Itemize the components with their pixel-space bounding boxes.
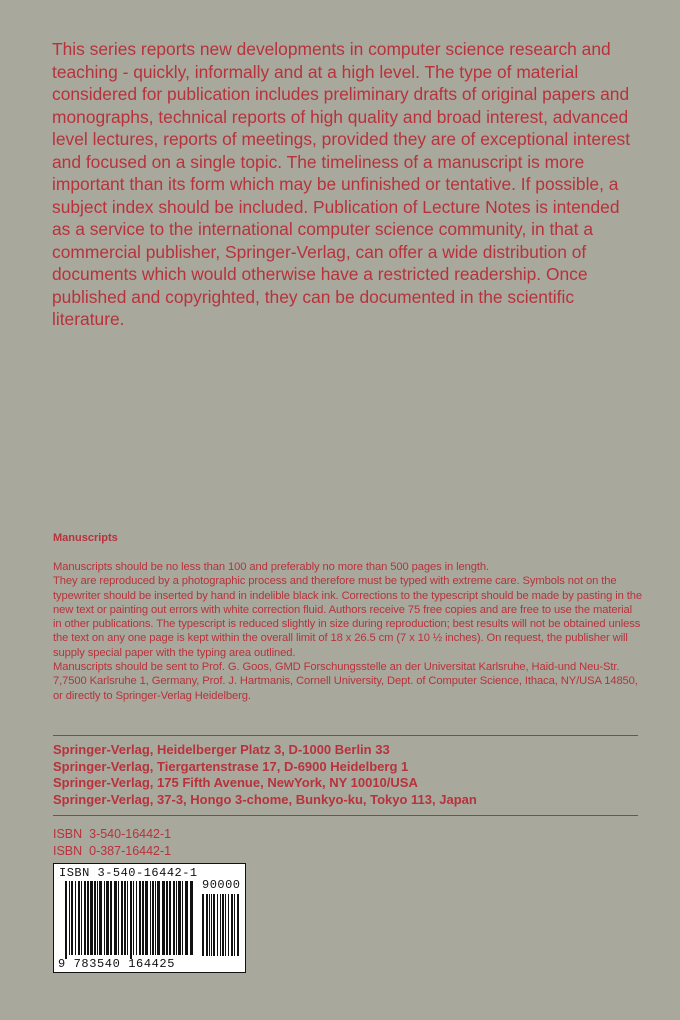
- barcode-bar: [185, 881, 188, 955]
- barcode-bar: [124, 881, 126, 955]
- barcode-bar: [190, 881, 193, 955]
- barcode-addon-bar: [213, 894, 215, 956]
- manuscripts-submission-paragraph: Manuscripts should be sent to Prof. G. Goos, GMD Forschungsstelle an der Universitat Karlsruhe, Haid-und Neu-Str. 7,7500 Karlsruhe 1, Germany, Prof. J. Hartmanis, Cornell University, Dept. of Computer Science, Ithaca, NY/USA 14850, or directly to Springer-Verlag Heidelberg.: [53, 661, 638, 702]
- barcode-bar: [71, 881, 73, 955]
- bottom-divider: [53, 815, 638, 816]
- barcode-addon-bar: [220, 894, 221, 956]
- manuscripts-length-paragraph: Manuscripts should be no less than 100 and preferably no more than 500 pages in length.: [53, 561, 489, 573]
- barcode-bar: [90, 881, 93, 955]
- barcode-addon-bar: [209, 894, 210, 956]
- barcode-bar: [65, 881, 67, 959]
- barcode-ean-digits: 9 783540 164425: [58, 957, 176, 971]
- isbn-line-1: ISBN 3-540-16442-1: [53, 827, 172, 841]
- manuscripts-typing-paragraph: They are reproduced by a photographic process and therefore must be typed with extreme care. Symbols not on the typewriter should be inserted by hand in indelible black ink. Corrections to the typescript should be made by pasting in the new text or painting out errors with white correction fluid. Authors receive 75 free copies and are free to use the material in other publications. The typescript is reduced slightly in size during reproduction; best results will not be obtained unless the text on any one page is kept within the overall limit of 18 x 26.5 cm (7 x 10 ½ inches). On request, the publisher will supply special paper with the typing area outlined.: [53, 575, 642, 659]
- barcode-addon-bar: [217, 894, 218, 956]
- barcode-bar: [145, 881, 148, 955]
- barcode-bar: [178, 881, 181, 955]
- barcode-bar: [78, 881, 80, 955]
- address-newyork: Springer-Verlag, 175 Fifth Avenue, NewYork, NY 10010/USA: [53, 775, 418, 790]
- barcode-bar: [182, 881, 183, 955]
- barcode-isbn-text: ISBN 3-540-16442-1: [59, 866, 198, 880]
- barcode-bar: [97, 881, 98, 955]
- manuscripts-body: [53, 560, 643, 703]
- barcode-bar: [69, 881, 70, 955]
- barcode-bar: [136, 881, 137, 955]
- isbn-block: [53, 826, 171, 860]
- barcode-addon-bar: [211, 894, 212, 956]
- barcode-bar: [169, 881, 171, 955]
- barcode-addon-bar: [206, 894, 208, 956]
- barcode-addon-bar: [231, 894, 233, 956]
- address-heidelberg: Springer-Verlag, Tiergartenstrase 17, D-6900 Heidelberg 1: [53, 758, 409, 774]
- barcode-bar: [155, 881, 156, 955]
- publisher-addresses: [53, 742, 643, 808]
- barcode-bar: [84, 881, 86, 955]
- barcode-bar: [142, 881, 144, 955]
- barcode-addon-bar: [202, 894, 204, 956]
- barcode-bar: [130, 881, 132, 959]
- barcode-addon-bar: [228, 894, 229, 956]
- barcode-bar: [75, 881, 76, 955]
- barcode-bar: [114, 881, 117, 955]
- address-tokyo: Springer-Verlag, 37-3, Hongo 3-chome, Bunkyo-ku, Tokyo 113, Japan: [53, 791, 477, 807]
- barcode-bar: [127, 881, 128, 955]
- manuscripts-heading: Manuscripts: [53, 532, 118, 544]
- barcode-bar: [166, 881, 168, 955]
- barcode-bar: [118, 881, 119, 955]
- barcode-bar: [139, 881, 141, 955]
- barcode-price-code: 90000: [202, 878, 241, 892]
- barcode-addon-bar: [225, 894, 226, 956]
- barcode-bar: [162, 881, 165, 955]
- barcode: [53, 863, 246, 973]
- barcode-addon-bar: [222, 894, 224, 956]
- barcode-bar: [121, 881, 123, 955]
- barcode-bar: [81, 881, 82, 955]
- barcode-bar: [133, 881, 134, 955]
- barcode-bar: [176, 881, 177, 955]
- barcode-addon-bar: [237, 894, 239, 956]
- top-divider: [53, 735, 638, 736]
- address-berlin: Springer-Verlag, Heidelberger Platz 3, D-1000 Berlin 33: [53, 742, 390, 757]
- barcode-bar: [94, 881, 96, 955]
- barcode-bar: [87, 881, 89, 955]
- series-description: This series reports new developments in computer science research and teaching - quickly, informally and at a high level. The type of material considered for publication includes preliminary drafts of original papers and monographs, technical reports of high quality and broad interest, advanced level lectures, reports of meetings, provided they are of exceptional interest and focused on a single topic. The timeliness of a manuscript is more important than its form which may be unfinished or tentative. If possible, a subject index should be included. Publication of Lecture Notes is intended as a service to the international computer science community, in that a commercial publisher, Springer-Verlag, can offer a wide distribution of documents which would otherwise have a restricted readership. Once published and copyrighted, they can be documented in the scientific literature.: [52, 39, 631, 329]
- barcode-bar: [150, 881, 151, 955]
- isbn-line-2: ISBN 0-387-16442-1: [53, 844, 172, 858]
- barcode-bar: [173, 881, 175, 955]
- barcode-bar: [110, 881, 112, 955]
- barcode-bar: [104, 881, 105, 955]
- barcode-addon-bar: [234, 894, 235, 956]
- barcode-bar: [157, 881, 160, 955]
- barcode-bar: [99, 881, 102, 955]
- barcode-bar: [106, 881, 109, 955]
- barcode-bar: [152, 881, 154, 955]
